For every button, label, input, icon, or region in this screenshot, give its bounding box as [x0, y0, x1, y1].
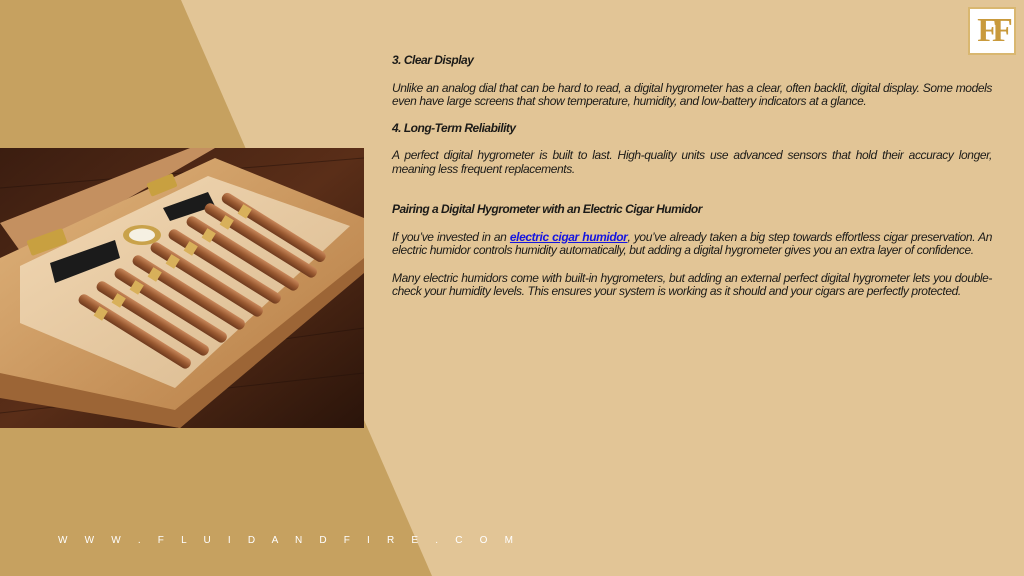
section-heading-clear-display: 3. Clear Display — [392, 53, 474, 67]
section-heading-reliability: 4. Long-Term Reliability — [392, 120, 516, 135]
humidor-photo — [0, 148, 364, 428]
section-body-pairing — [392, 231, 992, 258]
logo-text: FF — [977, 12, 1007, 49]
pairing-text-before-link: If you’ve invested in an — [392, 229, 510, 244]
brand-logo[interactable] — [968, 7, 1016, 55]
pairing-text-after-link: , you’ve already taken a big step towards effortless cigar preservation. An electric humidor controls humidity automatically, but adding a digital hygrometer gives you an extra layer of confidence. — [392, 229, 993, 257]
section-heading-pairing: Pairing a Digital Hygrometer with an Electric Cigar Humidor — [392, 202, 702, 216]
section-body-reliability: A perfect digital hygrometer is built to last. High-quality units use advanced sensors that hold their accuracy longer, meaning less frequent replacements. — [392, 148, 992, 176]
article-content — [392, 54, 992, 299]
section-body-pairing-2: Many electric humidors come with built-in hygrometers, but adding an external perfect digital hygrometer lets you double-check your humidity levels. This ensures your system is working as it should and your cigars are perfectly protected. — [392, 270, 992, 298]
section-body-clear-display: Unlike an analog dial that can be hard to read, a digital hygrometer has a clear, often backlit, digital display. Some models even have large screens that show temperature, humidity, and low-battery indicators at a glance. — [392, 80, 992, 108]
electric-cigar-humidor-link[interactable]: electric cigar humidor — [509, 229, 628, 244]
website-url[interactable]: W W W . F L U I D A N D F I R E . C O M — [58, 535, 521, 546]
